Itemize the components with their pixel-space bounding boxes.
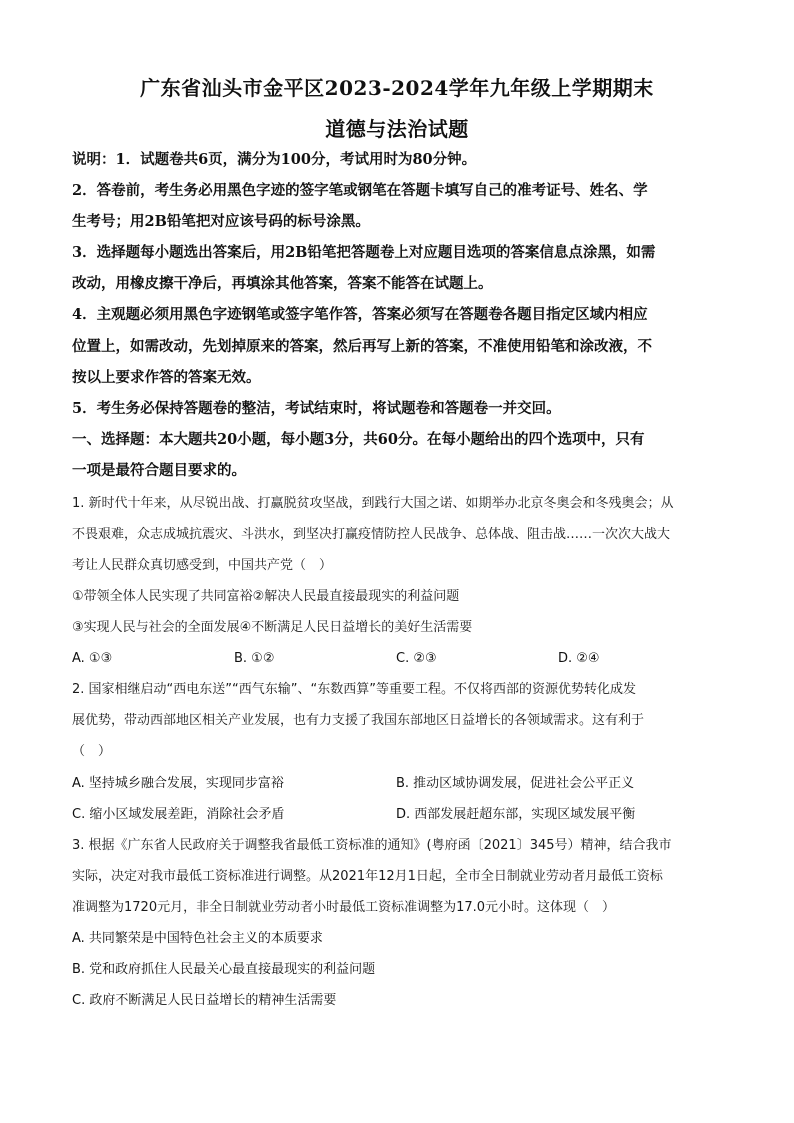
instruction-3: 3．选择题每小题选出答案后，用2B铅笔把答题卷上对应题目选项的答案信息点涂黑，如需 — [72, 244, 656, 261]
question-1-text: 不畏艰难，众志成城抗震灾、斗洪水，到坚决打赢疫情防控人民战争、总体战、阻击战……一次次大战大 — [72, 527, 671, 542]
q3-option-b: B. 党和政府抓住人民最关心最直接最现实的利益问题 — [72, 962, 376, 977]
section-heading: 一、选择题：本大题共20小题，每小题3分，共60分。在每小题给出的四个选项中，只有 — [72, 431, 645, 448]
question-3-text: 实际，决定对我市最低工资标准进行调整。从2021年12月1日起，全市全日制就业劳动者月最低工资标 — [72, 869, 663, 884]
q2-option-d: D. 西部发展赶超东部，实现区域发展平衡 — [396, 807, 636, 822]
question-3-text: 3. 根据《广东省人民政府关于调整我省最低工资标准的通知》(粤府函〔2021〕345号）精神，结合我市 — [72, 838, 672, 853]
question-1-statement: ①带领全体人民实现了共同富裕②解决人民最直接最现实的利益问题 — [72, 589, 460, 604]
exam-title: 广东省汕头市金平区2023-2024学年九年级上学期期末 — [140, 76, 654, 100]
exam-subtitle: 道德与法治试题 — [325, 117, 469, 141]
q1-option-b: B. ①② — [234, 651, 275, 666]
q3-option-a: A. 共同繁荣是中国特色社会主义的本质要求 — [72, 931, 323, 946]
instruction-4: 4．主观题必须用黑色字迹钢笔或签字笔作答，答案必须写在答题卷各题目指定区域内相应 — [72, 306, 648, 323]
question-1-text: 1. 新时代十年来，从尽锐出战、打赢脱贫攻坚战，到践行大国之诺、如期举办北京冬奥会和冬残奥会；从 — [72, 496, 674, 511]
q3-option-c: C. 政府不断满足人民日益增长的精神生活需要 — [72, 993, 337, 1008]
instruction-1: 说明：1．试题卷共6页，满分为100分，考试用时为80分钟。 — [72, 151, 477, 168]
instruction-4-cont2: 按以上要求作答的答案无效。 — [72, 369, 261, 386]
section-heading-cont: 一项是最符合题目要求的。 — [72, 462, 246, 479]
instruction-5: 5．考生务必保持答题卷的整洁，考试结束时，将试题卷和答题卷一并交回。 — [72, 400, 561, 417]
instruction-2: 2．答卷前，考生务必用黑色字迹的签字笔或钢笔在答题卡填写自己的准考证号、姓名、学 — [72, 182, 648, 199]
q1-option-a: A. ①③ — [72, 651, 113, 666]
question-1-statement: ③实现人民与社会的全面发展④不断满足人民日益增长的美好生活需要 — [72, 620, 473, 635]
question-2-text: 2. 国家相继启动“西电东送”“西气东输”、“东数西算”等重要工程。不仅将西部的资源优势转化成发 — [72, 682, 636, 697]
question-1-text: 考让人民群众真切感受到，中国共产党（ ） — [72, 558, 333, 573]
instruction-3-cont: 改动，用橡皮擦干净后，再填涂其他答案，答案不能答在试题上。 — [72, 275, 493, 292]
question-2-text: 展优势，带动西部地区相关产业发展，也有力支援了我国东部地区日益增长的各领域需求。这有利于 — [72, 713, 645, 728]
instruction-4-cont: 位置上，如需改动，先划掉原来的答案，然后再写上新的答案，不准使用铅笔和涂改液，不 — [72, 338, 652, 355]
q1-option-d: D. ②④ — [558, 651, 600, 666]
q2-option-a: A. 坚持城乡融合发展，实现同步富裕 — [72, 776, 284, 791]
question-2-text: （ ） — [72, 744, 112, 759]
q1-option-c: C. ②③ — [396, 651, 437, 666]
question-3-text: 准调整为1720元月，非全日制就业劳动者小时最低工资标准调整为17.0元小时。这体现（ ） — [72, 900, 616, 915]
instruction-2-cont: 生考号；用2B铅笔把对应该号码的标号涂黑。 — [72, 213, 370, 230]
q2-option-c: C. 缩小区域发展差距，消除社会矛盾 — [72, 807, 285, 822]
q2-option-b: B. 推动区域协调发展，促进社会公平正义 — [396, 776, 635, 791]
